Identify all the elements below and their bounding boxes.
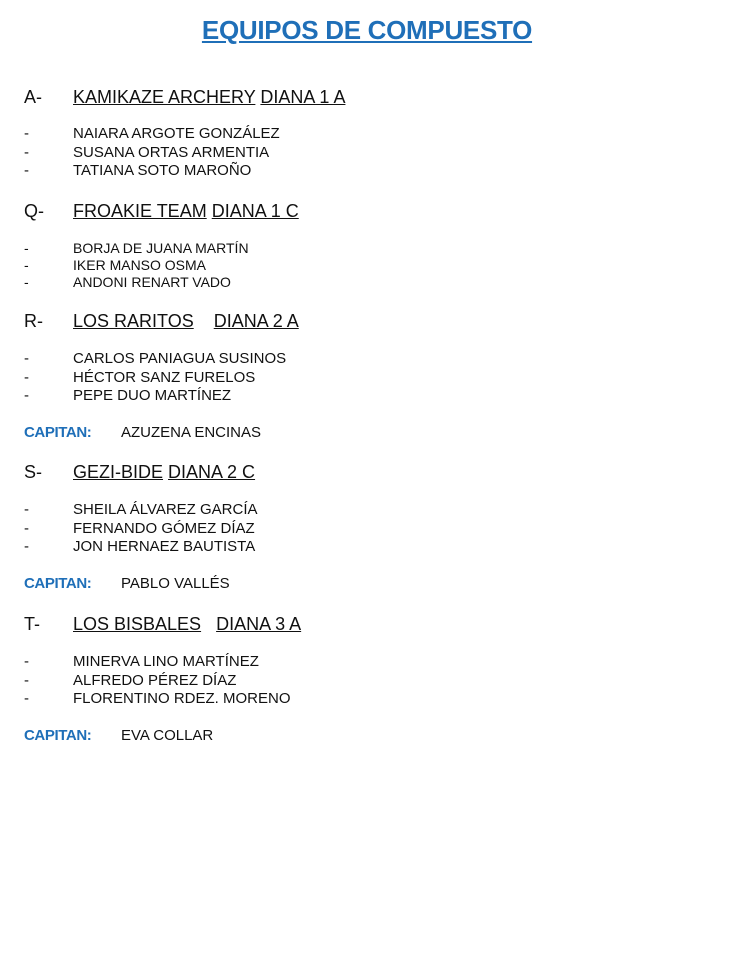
member-name: MINERVA LINO MARTÍNEZ: [73, 653, 259, 670]
member-name: BORJA DE JUANA MARTÍN: [73, 240, 249, 256]
team-title: [73, 311, 299, 332]
bullet-dash: -: [24, 144, 29, 161]
member-name: IKER MANSO OSMA: [73, 257, 207, 273]
member-list: [24, 653, 704, 708]
team-block: [24, 462, 704, 595]
list-item: [24, 369, 704, 387]
member-name: TATIANA SOTO MAROÑO: [73, 162, 252, 179]
member-list: [24, 125, 704, 180]
bullet-dash: -: [24, 350, 29, 367]
team-header: [24, 201, 704, 227]
team-letter: A-: [24, 87, 42, 107]
member-name: JON HERNAEZ BAUTISTA: [73, 538, 256, 555]
team-title: [73, 462, 255, 483]
team-title: [73, 201, 299, 222]
list-item: [24, 125, 704, 144]
member-list: [24, 501, 704, 556]
member-name: HÉCTOR SANZ FURELOS: [73, 369, 256, 386]
bullet-dash: -: [24, 257, 29, 273]
captain-row: [24, 424, 704, 444]
list-item: [24, 672, 704, 690]
team-title: [73, 614, 301, 635]
team-name: FROAKIE TEAM: [73, 201, 207, 221]
list-item: [24, 162, 704, 180]
list-item: [24, 387, 704, 405]
bullet-dash: -: [24, 690, 29, 707]
team-target: DIANA 3 A: [216, 614, 302, 634]
bullet-dash: -: [24, 501, 29, 518]
member-name: FLORENTINO RDEZ. MORENO: [73, 690, 291, 707]
captain-name: PABLO VALLÉS: [121, 575, 230, 592]
team-target: DIANA 2 C: [168, 462, 256, 482]
member-name: ALFREDO PÉREZ DÍAZ: [73, 672, 237, 689]
list-item: [24, 350, 704, 369]
captain-label: CAPITAN:: [24, 575, 92, 592]
bullet-dash: -: [24, 672, 29, 689]
page-title: EQUIPOS DE COMPUESTO: [201, 15, 533, 45]
bullet-dash: -: [24, 520, 29, 537]
team-letter: R-: [24, 311, 43, 331]
member-name: PEPE DUO MARTÍNEZ: [73, 387, 232, 404]
team-target: DIANA 2 A: [213, 311, 299, 331]
team-block: [24, 614, 704, 747]
team-name: LOS RARITOS: [73, 311, 194, 331]
team-name: LOS BISBALES: [73, 614, 202, 634]
captain-row: [24, 727, 704, 747]
team-letter: S-: [24, 462, 42, 482]
team-target: DIANA 1 C: [211, 201, 299, 221]
bullet-dash: -: [24, 162, 29, 179]
captain-name: EVA COLLAR: [121, 727, 214, 744]
member-name: ANDONI RENART VADO: [73, 274, 231, 290]
team-block: [24, 311, 704, 444]
captain-name: AZUZENA ENCINAS: [121, 424, 262, 441]
member-name: NAIARA ARGOTE GONZÁLEZ: [73, 125, 280, 142]
list-item: [24, 520, 704, 538]
team-target: DIANA 1 A: [260, 87, 346, 107]
bullet-dash: -: [24, 125, 29, 142]
bullet-dash: -: [24, 240, 29, 256]
captain-label: CAPITAN:: [24, 727, 92, 744]
list-item: [24, 653, 704, 672]
team-name: GEZI-BIDE: [73, 462, 164, 482]
captain-row: [24, 575, 704, 595]
member-name: SHEILA ÁLVAREZ GARCÍA: [73, 501, 258, 518]
member-name: CARLOS PANIAGUA SUSINOS: [73, 350, 287, 367]
bullet-dash: -: [24, 274, 29, 290]
captain-label: CAPITAN:: [24, 424, 92, 441]
team-letter: Q-: [24, 201, 44, 221]
team-header: [24, 462, 704, 488]
list-item: [24, 240, 704, 257]
member-list: [24, 350, 704, 405]
team-block: [24, 201, 704, 291]
list-item: [24, 144, 704, 162]
member-list: [24, 240, 704, 291]
team-name: KAMIKAZE ARCHERY: [73, 87, 256, 107]
bullet-dash: -: [24, 387, 29, 404]
team-header: [24, 614, 704, 640]
list-item: [24, 257, 704, 274]
bullet-dash: -: [24, 653, 29, 670]
list-item: [24, 690, 704, 708]
list-item: [24, 538, 704, 556]
bullet-dash: -: [24, 538, 29, 555]
list-item: [24, 501, 704, 520]
team-block: [24, 87, 704, 180]
team-header: [24, 87, 704, 113]
team-letter: T-: [24, 614, 40, 634]
bullet-dash: -: [24, 369, 29, 386]
team-header: [24, 311, 704, 337]
member-name: SUSANA ORTAS ARMENTIA: [73, 144, 270, 161]
list-item: [24, 274, 704, 291]
team-title: [73, 87, 345, 108]
member-name: FERNANDO GÓMEZ DÍAZ: [73, 520, 255, 537]
